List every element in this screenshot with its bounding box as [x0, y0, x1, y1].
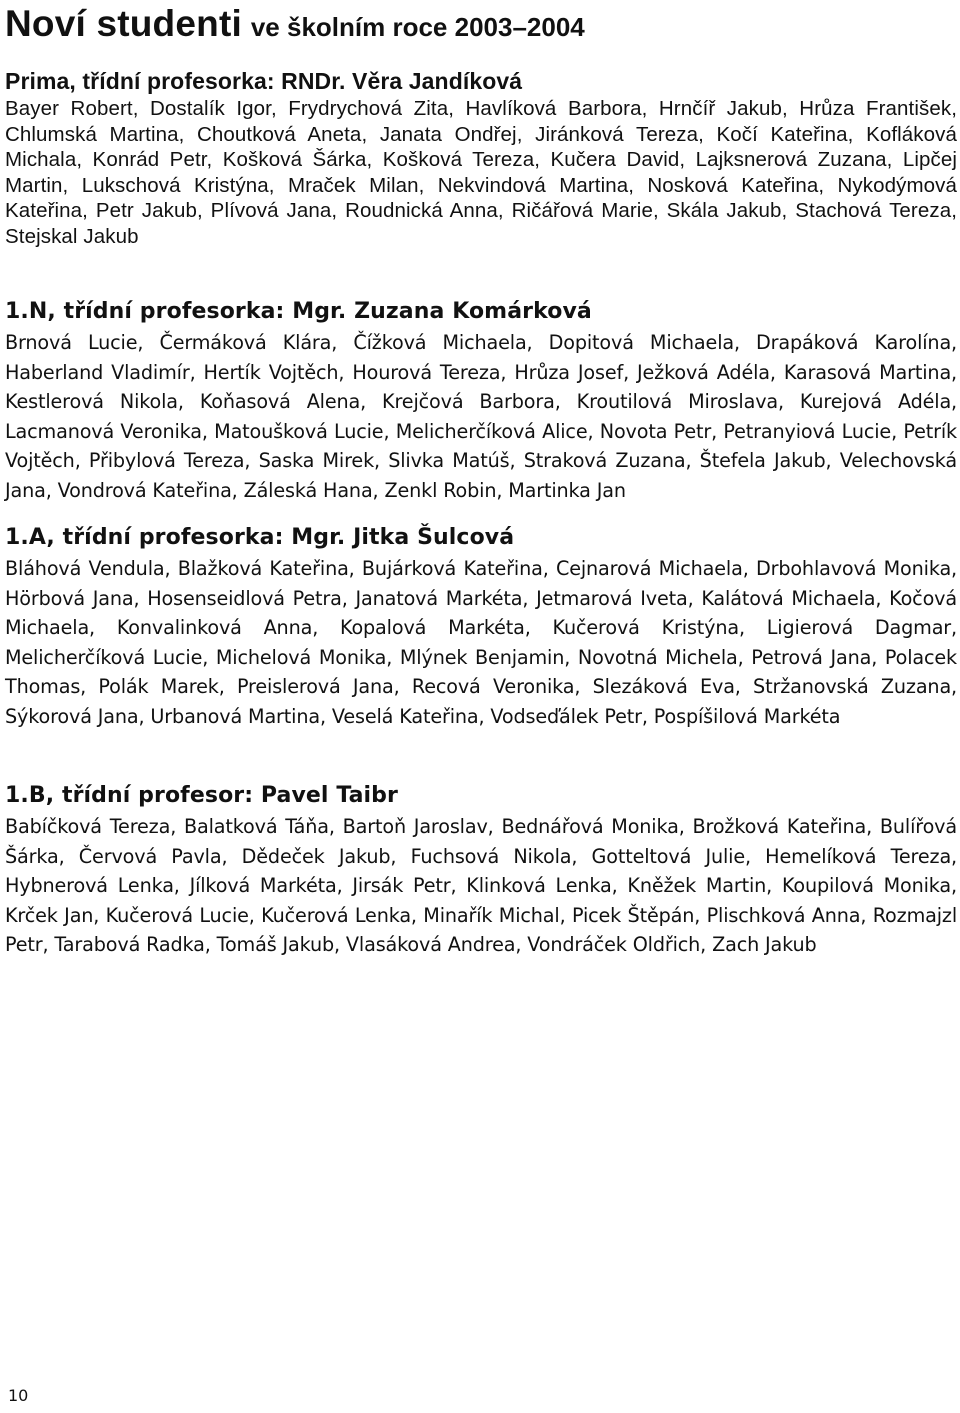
document-page — [5, 0, 957, 956]
class-section-1a — [5, 522, 957, 731]
class-section-1n — [5, 296, 957, 505]
student-list-prima: Bayer Robert, Dostalík Igor, Frydrychová Zita, Havlíková Barbora, Hrnčíř Jakub, Hrůza František, Chlumská Martina, Choutková Aneta, Janata Ondřej, Jiránková Tereza, Kočí Kateřina, Kofláková Michala, Konrád Petr, Košková Šárka, Košková Tereza, Kučera David, Lajksnerová Zuzana, Lipčej Martin, Lukschová Kristýna, Mraček Milan, Nekvindová Martina, Nosková Kateřina, Nykodýmová Kateřina, Petr Jakub, Plívová Jana, Roudnická Anna, Ričářová Marie, Skála Jakub, Stachová Tereza, Stejskal Jakub — [5, 97, 957, 248]
class-section-1b — [5, 780, 957, 960]
page-number: 10 — [8, 1386, 29, 1405]
class-heading-1a: 1.A, třídní profesorka: Mgr. Jitka Šulcová — [5, 525, 515, 550]
page-title-subtitle: ve školním roce 2003–2004 — [250, 12, 585, 42]
student-list-1a: Bláhová Vendula, Blažková Kateřina, Bujárková Kateřina, Cejnarová Michaela, Drbohlavová Monika, Hörbová Jana, Hosenseidlová Petra, Janatová Markéta, Jetmarová Iveta, Kalátová Michaela, Kočová Michaela, Konvalinková Anna, Kopalová Markéta, Kučerová Kristýna, Ligierová Dagmar, Melicherčíková Lucie, Michelová Monika, Mlýnek Benjamin, Novotná Michela, Petrová Jana, Polacek Thomas, Polák Marek, Preislerová Jana, Recová Veronika, Slezáková Eva, Stržanovská Zuzana, Sýkorová Jana, Urbanová Martina, Veselá Kateřina, Vodseďálek Petr, Pospíšilová Markéta — [5, 557, 957, 728]
student-list-1b: Babíčková Tereza, Balatková Táňa, Bartoň Jaroslav, Bednářová Monika, Brožková Kateřina, Bulířová Šárka, Červová Pavla, Dědeček Jakub, Fuchsová Nikola, Gotteltová Julie, Hemelíková Tereza, Hybnerová Lenka, Jílková Markéta, Jirsák Petr, Klinková Lenka, Kněžek Martin, Koupilová Monika, Krček Jan, Kučerová Lucie, Kučerová Lenka, Minařík Michal, Picek Štěpán, Plischková Anna, Rozmajzl Petr, Tarabová Radka, Tomáš Jakub, Vlasáková Andrea, Vondráček Oldřich, Zach Jakub — [5, 815, 957, 956]
class-heading-1n: 1.N, třídní profesorka: Mgr. Zuzana Komárková — [5, 299, 592, 324]
page-title — [5, 0, 957, 52]
student-list-1n: Brnová Lucie, Čermáková Klára, Čížková Michaela, Dopitová Michaela, Drapáková Karolína, Haberland Vladimír, Hertík Vojtěch, Hourová Tereza, Hrůza Josef, Ježková Adéla, Karasová Martina, Kestlerová Nikola, Koňasová Alena, Krejčová Barbora, Kroutilová Miroslava, Kurejová Adéla, Lacmanová Veronika, Matoušková Lucie, Melicherčíková Alice, Novota Petr, Petranyiová Lucie, Petrík Vojtěch, Přibylová Tereza, Saska Mirek, Slivka Matúš, Straková Zuzana, Štefela Jakub, Velechovská Jana, Vondrová Kateřina, Záleská Hana, Zenkl Robin, Martinka Jan — [5, 331, 957, 502]
class-section-prima — [5, 66, 957, 249]
class-heading-1b: 1.B, třídní profesor: Pavel Taibr — [5, 783, 398, 808]
page-title-main: Noví studenti — [5, 3, 242, 44]
class-heading-prima: Prima, třídní profesorka: RNDr. Věra Jandíková — [5, 68, 523, 94]
